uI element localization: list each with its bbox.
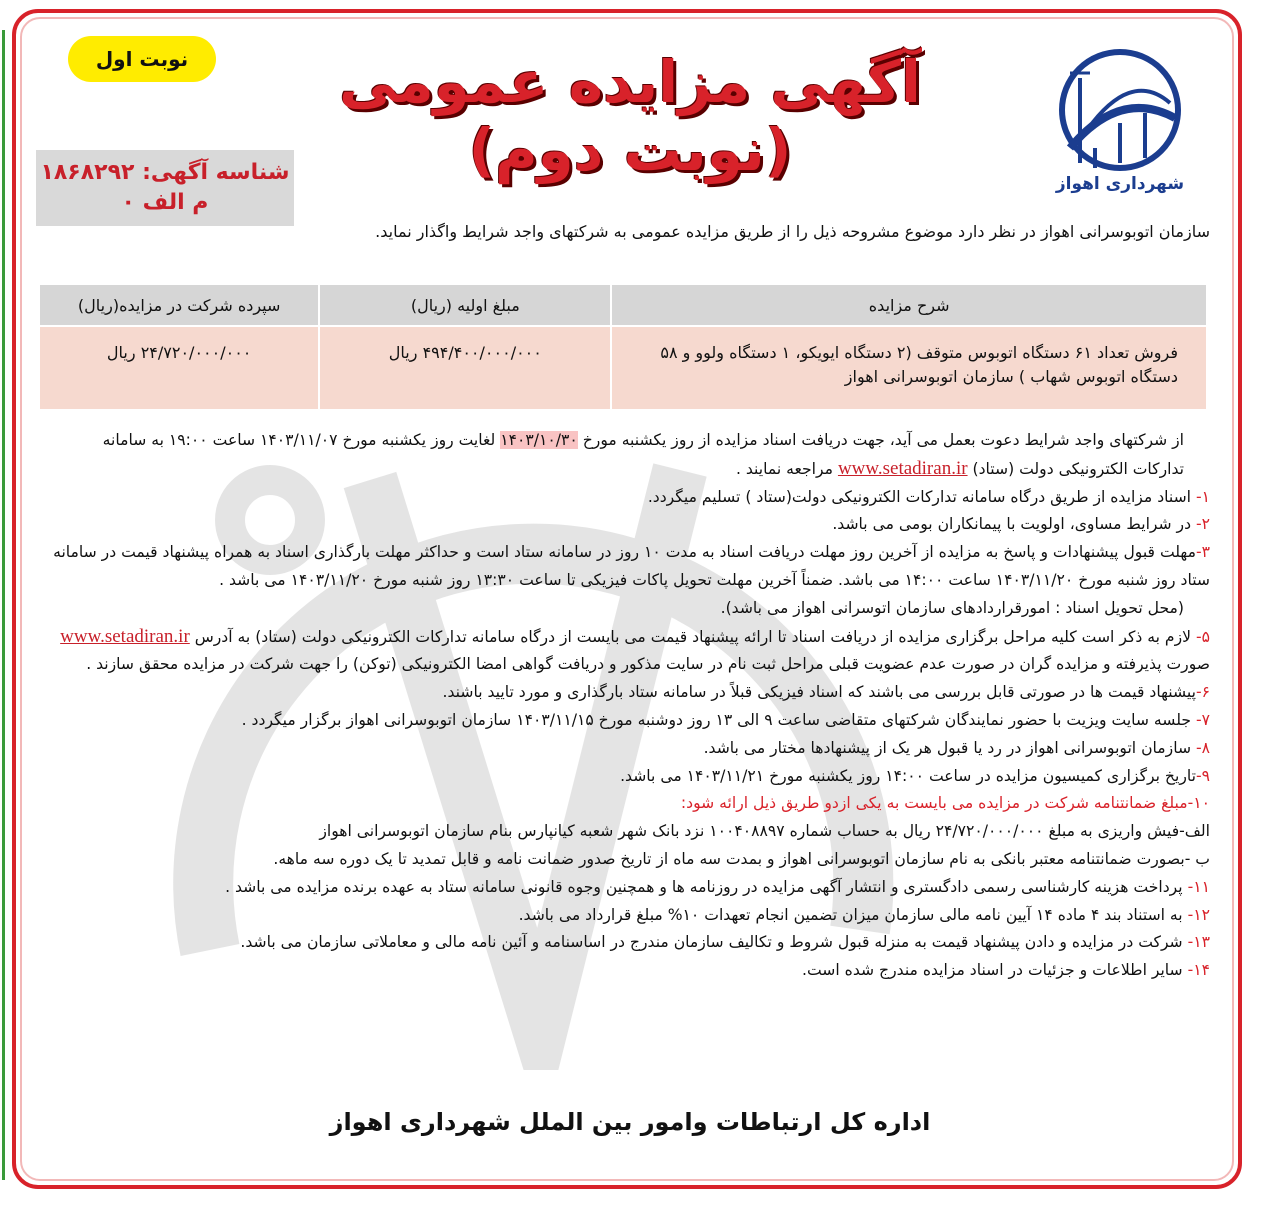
term-item bbox=[50, 763, 1210, 791]
invitation-text: از شرکتهای واجد شرایط دعوت بعمل می آید، جهت دریافت اسناد مزایده از روز یکشنبه مورخ bbox=[577, 431, 1184, 449]
item-text: تاریخ برگزاری کمیسیون مزایده در ساعت ۱۴:۰۰ روز یکشنبه مورخ ۱۴۰۳/۱۱/۲۱ می باشد. bbox=[620, 766, 1196, 785]
item-number: ۸- bbox=[1195, 738, 1210, 757]
table-row bbox=[39, 326, 1207, 410]
header-deposit: سپرده شرکت در مزایده(ریال) bbox=[39, 284, 319, 326]
cell-deposit: ۲۴/۷۲۰/۰۰۰/۰۰۰ ریال bbox=[39, 326, 319, 410]
ad-id-code: م الف ۰ bbox=[121, 190, 209, 215]
term-item bbox=[50, 595, 1210, 623]
item-text: مهلت قبول پیشنهادات و پاسخ به مزایده از آخرین روز مهلت دریافت اسناد به مدت ۱۰ روز در سامانه ستاد است و حداکثر مهلت بارگذاری اسناد به همراه پیشنهاد قیمت در سامانه ستاد روز شنبه مورخ ۱۴۰۳/۱۱/۲۰ ساعت ۱۴:۰۰ می باشد. ضمناً آخرین مهلت تحویل پاکات فیزیکی تا ساعت ۱۳:۳۰ روز شنبه مورخ ۱۴۰۳/۱۱/۲۰ می باشد . bbox=[53, 543, 1210, 589]
cell-base-price: ۴۹۴/۴۰۰/۰۰۰/۰۰۰ ریال bbox=[319, 326, 611, 410]
item-text: پرداخت هزینه کارشناسی رسمی دادگستری و انتشار آگهی مزایده در روزنامه ها و همچنین وجوه قانونی سامانه ستاد به عهده برنده مزایده می باشد . bbox=[225, 877, 1188, 896]
term-item bbox=[50, 929, 1210, 957]
item-number: ۱۳- bbox=[1187, 933, 1210, 952]
cell-description: فروش تعداد ۶۱ دستگاه اتوبوس متوقف (۲ دستگاه ایویکو، ۱ دستگاه ولوو و ۵۸ دستگاه اتوبوس شهاب ) سازمان اتوبوسرانی اهواز bbox=[611, 326, 1207, 410]
item-text: شرکت در مزایده و دادن پیشنهاد قیمت به منزله قبول شروط و تکالیف سازمان مندرج در اساسنامه و آئین نامه مالی و معاملاتی سازمان می باشد. bbox=[240, 933, 1188, 952]
header-base-price: مبلغ اولیه (ریال) bbox=[319, 284, 611, 326]
page-title: آگهی مزایده عمومی (نوبت دوم) bbox=[339, 48, 921, 184]
item-number: ۱۴- bbox=[1187, 961, 1210, 980]
term-item bbox=[50, 707, 1210, 735]
logo-caption: شهرداری اهواز bbox=[1055, 174, 1185, 194]
term-item-10-option-a: الف-فیش واریزی به مبلغ ۲۴/۷۲۰/۰۰۰/۰۰۰ ریال به حساب شماره ۱۰۰۴۰۸۸۹۷ نزد بانک شهر شعبه کیانپارس بنام سازمان اتوبوسرانی اهواز bbox=[319, 822, 1210, 841]
item-number: ۲- bbox=[1195, 515, 1210, 534]
item-text: در شرایط مساوی، اولویت با پیمانکاران بومی می باشد. bbox=[832, 515, 1196, 534]
term-item bbox=[50, 957, 1210, 985]
item-number: ۷- bbox=[1195, 710, 1210, 729]
item-number: ۹- bbox=[1195, 766, 1210, 785]
header-description: شرح مزایده bbox=[611, 284, 1207, 326]
invitation-paragraph bbox=[50, 427, 1210, 484]
invitation-text-3: مراجعه نمایند . bbox=[735, 459, 838, 478]
item-text: سازمان اتوبوسرانی اهواز در رد یا قبول هر یک از پیشنهادها مختار می باشد. bbox=[703, 738, 1196, 757]
term-item bbox=[50, 874, 1210, 902]
table-header-row bbox=[39, 284, 1207, 326]
item-text: اسناد مزایده از طریق درگاه سامانه تدارکات الکترونیکی دولت(ستاد ) تسلیم میگردد. bbox=[647, 487, 1196, 506]
term-item bbox=[50, 902, 1210, 930]
item-number: ۶- bbox=[1195, 683, 1210, 702]
setadiran-link-2[interactable]: www.setadiran.ir bbox=[60, 625, 190, 647]
item-text: به استناد بند ۴ ماده ۱۴ آیین نامه مالی سازمان میزان تضمین انجام تعهدات ۱۰% مبلغ قرارداد می باشد. bbox=[518, 905, 1188, 924]
item-number: ۱۲- bbox=[1187, 905, 1210, 924]
ad-id-box bbox=[36, 150, 294, 226]
item-number: ۳- bbox=[1195, 543, 1210, 562]
ad-id-number: شناسه آگهی: ۱۸۶۸۲۹۲ bbox=[40, 160, 290, 185]
term-item bbox=[50, 679, 1210, 707]
setadiran-link[interactable]: www.setadiran.ir bbox=[837, 457, 968, 479]
item-text: لازم به ذکر است کلیه مراحل برگزاری مزایده از دریافت اسناد تا ارائه پیشنهاد قیمت می بایست از درگاه سامانه تدارکات الکترونیکی دولت (ستاد) به آدرس bbox=[189, 627, 1196, 646]
item-text: (محل تحویل اسناد : امورقراردادهای سازمان اتوسرانی اهواز می باشد). bbox=[720, 598, 1184, 617]
item-text: سایر اطلاعات و جزئیات در اسناد مزایده مندرج شده است. bbox=[802, 961, 1188, 980]
item-number: ۵- bbox=[1195, 627, 1210, 646]
invitation-text-2: لغایت روز یکشنبه مورخ ۱۴۰۳/۱۱/۰۷ ساعت ۱۹:۰۰ به سامانه تدارکات الکترونیکی دولت (ستاد) bbox=[102, 431, 1184, 478]
item-text: جلسه سایت ویزیت با حضور نمایندگان شرکتهای متقاضی ساعت ۹ الی ۱۳ روز دوشنبه مورخ ۱۴۰۳/۱۱/۱۵ سازمان اتوبوسرانی اهواز برگزار میگردد . bbox=[241, 710, 1196, 729]
term-item-10-option-b: ب -بصورت ضمانتنامه معتبر بانکی به نام سازمان اتوبوسرانی اهواز و بمدت سه ماه از تاریخ صدور ضمانت نامه و قابل تمدید تا یک دوره سه ماهه. bbox=[273, 849, 1210, 868]
terms-body bbox=[50, 427, 1210, 985]
item-number: ۱۱- bbox=[1187, 877, 1210, 896]
item-text-2: صورت پذیرفته و مزایده گران در صورت عدم عضویت قبلی مراحل ثبت نام در سایت مذکور و دریافت گواهی امضا الکترونیکی (توکن) را جهت شرکت در مزایده محقق سازند . bbox=[86, 655, 1210, 674]
term-item-10: ۱۰-مبلغ ضمانتنامه شرکت در مزایده می بایست به یکی ازدو طریق ذیل ارائه شود: bbox=[680, 794, 1210, 813]
page-edge-line bbox=[2, 30, 5, 1180]
term-item bbox=[50, 484, 1210, 512]
intro-text: سازمان اتوبوسرانی اهواز در نظر دارد موضوع مشروحه ذیل را از طریق مزایده عمومی به شرکتهای واجد شرایط واگذار نماید. bbox=[375, 222, 1210, 241]
auction-table bbox=[38, 283, 1208, 411]
term-item bbox=[50, 735, 1210, 763]
term-item bbox=[50, 539, 1210, 595]
footer-signature: اداره کل ارتباطات وامور بین الملل شهرداری اهواز bbox=[329, 1108, 931, 1136]
item-number: ۱- bbox=[1195, 487, 1210, 506]
start-date: ۱۴۰۳/۱۰/۳۰ bbox=[500, 431, 578, 449]
first-round-badge: نوبت اول bbox=[68, 36, 216, 82]
term-item bbox=[50, 511, 1210, 539]
term-item-5 bbox=[50, 623, 1210, 680]
item-text: پیشنهاد قیمت ها در صورتی قابل بررسی می باشند که اسناد فیزیکی قبلاً در سامانه ستاد بارگذاری و مورد تایید باشند. bbox=[442, 683, 1196, 702]
